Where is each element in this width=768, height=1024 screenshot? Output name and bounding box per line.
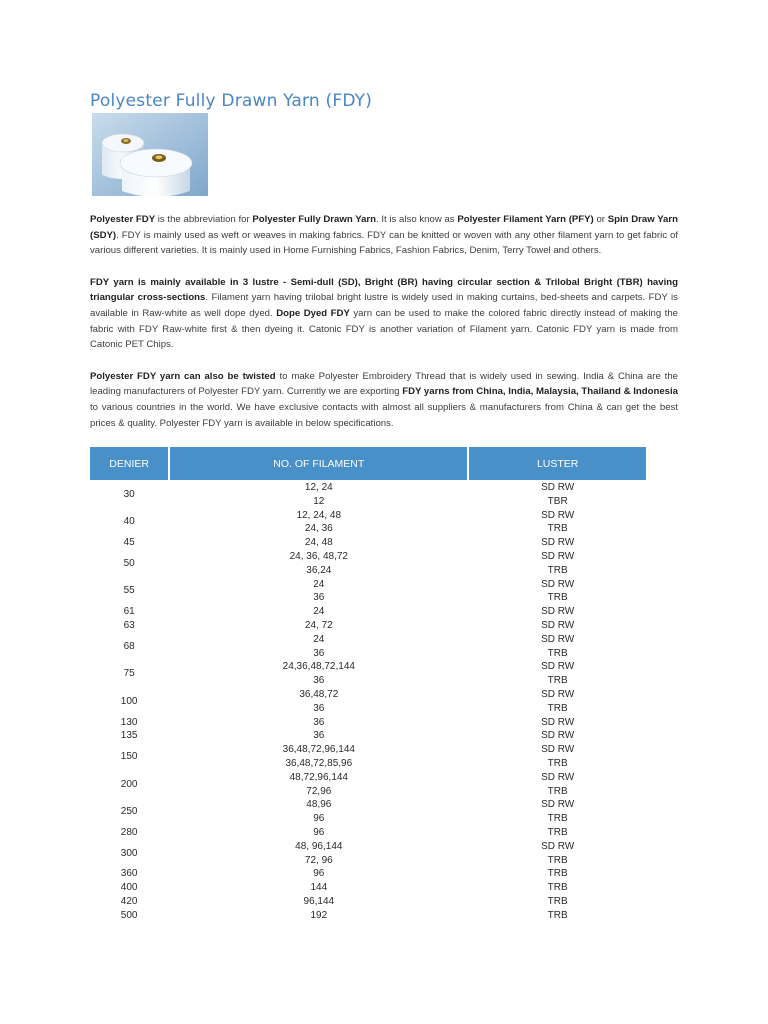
cell-filament: 36 xyxy=(313,702,325,714)
bold-text: Polyester Fully Drawn Yarn xyxy=(252,214,377,225)
text-run: to various countries in the world. We have exclusive contacts with almost all suppliers & manufacturers from China & can get the best prices & quality. Polyester FDY yarn is available in below specifications. xyxy=(90,401,678,429)
cell-denier: 130 xyxy=(120,716,138,728)
cell-luster: SD RW xyxy=(541,716,575,728)
cell-filament: 72, 96 xyxy=(304,854,333,866)
text-run: . FDY is mainly used as weft or weaves in making fabrics. FDY can be knitted or woven with any other filament yarn to get fabric of various different varieties. It is mainly used in Home Furnishing Fabrics, Fashion Fabrics, Denim, Terry Towel and others. xyxy=(90,229,678,257)
cell-luster: SD RW xyxy=(541,606,575,618)
header-luster: LUSTER xyxy=(469,447,646,480)
table-body xyxy=(90,480,646,923)
text-run: is the abbreviation for xyxy=(155,214,253,225)
cell-filament: 144 xyxy=(310,882,328,894)
cell-luster: SD RW xyxy=(541,550,575,562)
cell-filament: 24,36,48,72,144 xyxy=(282,661,355,673)
bold-text: Polyester FDY xyxy=(90,214,156,225)
cell-filament: 96 xyxy=(313,868,325,880)
cell-luster: SD RW xyxy=(541,619,575,631)
cell-luster: TRB xyxy=(547,868,568,880)
table-row xyxy=(90,688,646,702)
cell-luster: TRB xyxy=(547,882,568,894)
cell-luster: TRB xyxy=(547,523,568,535)
cell-luster: SD RW xyxy=(541,730,575,742)
table-row xyxy=(90,785,646,799)
cell-denier: 360 xyxy=(120,868,138,880)
cell-luster: TRB xyxy=(547,702,568,714)
cell-filament: 24, 36, 48,72 xyxy=(289,550,348,562)
cell-luster: SD RW xyxy=(541,482,575,493)
table-row xyxy=(90,798,646,812)
cell-filament: 36 xyxy=(313,592,325,604)
cell-filament: 36,48,72 xyxy=(299,688,339,700)
cell-luster: TRB xyxy=(547,647,568,659)
bold-text: FDY yarns from China, India, Malaysia, Thailand & Indonesia xyxy=(402,386,678,398)
table-row xyxy=(90,591,646,605)
cell-denier: 68 xyxy=(123,640,135,652)
paragraph-lustre xyxy=(90,275,678,353)
cell-luster: TRB xyxy=(547,564,568,576)
cell-denier: 300 xyxy=(120,847,138,859)
cell-filament: 36 xyxy=(313,730,325,742)
text-run: to make Polyester Embroidery Thread that is widely used in sewing. India & China are the leading manufacturers of Polyester FDY yarn. Currently we are exporting xyxy=(90,370,678,398)
cell-luster: TRB xyxy=(547,826,568,838)
cell-denier: 135 xyxy=(120,730,138,742)
cell-denier: 50 xyxy=(123,557,135,569)
cell-luster: SD RW xyxy=(541,688,575,700)
cell-denier: 420 xyxy=(120,895,138,907)
cell-denier: 63 xyxy=(123,619,135,631)
cell-filament: 24 xyxy=(313,578,325,590)
cell-denier: 40 xyxy=(123,516,135,528)
table-header-row xyxy=(90,447,646,480)
table-row xyxy=(90,480,646,495)
cell-luster: SD RW xyxy=(541,840,575,852)
page-title: Polyester Fully Drawn Yarn (FDY) xyxy=(90,91,373,111)
cell-filament: 36 xyxy=(313,647,325,659)
table-row xyxy=(90,867,646,881)
description xyxy=(90,212,678,447)
cell-denier: 30 xyxy=(123,488,135,500)
header-no-of-filament: NO. OF FILAMENT xyxy=(170,447,467,480)
cell-denier: 250 xyxy=(120,806,138,818)
table-row xyxy=(90,716,646,730)
specifications-table xyxy=(88,447,648,923)
table-row xyxy=(90,812,646,826)
table-row xyxy=(90,564,646,578)
bold-text: Polyester Filament Yarn (PFY) xyxy=(457,214,594,225)
cell-luster: TRB xyxy=(547,785,568,797)
cell-luster: TRB xyxy=(547,675,568,687)
cell-filament: 12, 24 xyxy=(304,482,333,493)
cell-denier: 55 xyxy=(123,585,135,597)
table-row xyxy=(90,647,646,661)
table-row xyxy=(90,826,646,840)
cell-denier: 100 xyxy=(120,695,138,707)
bold-text: Spin Draw Yarn (SDY) xyxy=(90,214,678,241)
cell-luster: TRB xyxy=(547,854,568,866)
text-run: . Filament yarn having trilobal bright lustre is widely used in making curtains, bed-sheets and carpets. FDY is available in Raw-white as well dope dyed. xyxy=(90,292,678,319)
cell-luster: TRB xyxy=(547,895,568,907)
table-row xyxy=(90,578,646,592)
cell-filament: 36,48,72,85,96 xyxy=(285,757,353,769)
table-row xyxy=(90,509,646,523)
cell-luster: SD RW xyxy=(541,771,575,783)
cell-luster: SD RW xyxy=(541,537,575,549)
cell-luster: SD RW xyxy=(541,578,575,590)
header-denier: DENIER xyxy=(90,447,168,480)
cell-filament: 24, 72 xyxy=(304,619,333,631)
text-run: . It is also know as xyxy=(376,214,458,225)
table-row xyxy=(90,550,646,564)
table-row xyxy=(90,522,646,536)
cell-denier: 75 xyxy=(123,668,135,680)
text-run: yarn can be used to make the colored fabric directly instead of making the fabric with FDY Raw-white first & then dyeing it. Catonic FDY is another variation of Filament yarn. Catonic FDY yarn is made from Catonic PET Chips. xyxy=(90,307,679,351)
table-row xyxy=(90,536,646,550)
cell-filament: 24, 36 xyxy=(304,523,333,535)
cell-filament: 12 xyxy=(313,495,325,507)
paragraph-intro xyxy=(90,212,678,259)
table-row xyxy=(90,743,646,757)
cell-denier: 280 xyxy=(120,826,138,838)
cell-denier: 200 xyxy=(120,778,138,790)
table-row xyxy=(90,702,646,716)
cell-luster: SD RW xyxy=(541,744,575,756)
paragraph-twisted xyxy=(90,369,678,431)
table-row xyxy=(90,854,646,868)
cell-filament: 24 xyxy=(313,633,325,645)
bold-text: Polyester FDY yarn can also be twisted xyxy=(90,370,276,382)
cell-luster: SD RW xyxy=(541,799,575,811)
table-row xyxy=(90,619,646,633)
yarn-spools-image xyxy=(92,113,208,196)
cell-filament: 48,96 xyxy=(306,799,332,811)
bold-text: FDY yarn is mainly available in 3 lustre - Semi-dull (SD), Bright (BR) having circular section & Trilobal Bright (TBR) having triangular cross-sections xyxy=(90,276,678,304)
cell-filament: 48,72,96,144 xyxy=(289,771,348,783)
cell-filament: 36,24 xyxy=(306,564,332,576)
table-row xyxy=(90,909,646,923)
cell-denier: 400 xyxy=(120,882,138,894)
table-row xyxy=(90,757,646,771)
cell-filament: 48, 96,144 xyxy=(295,840,343,852)
cell-luster: TRB xyxy=(547,909,568,921)
cell-denier: 45 xyxy=(123,537,135,549)
cell-denier: 150 xyxy=(120,751,138,763)
cell-filament: 24 xyxy=(313,606,325,618)
table-row xyxy=(90,729,646,743)
table-row xyxy=(90,895,646,909)
bold-text: Dope Dyed FDY xyxy=(276,307,350,319)
cell-luster: TBR xyxy=(547,495,568,507)
cell-filament: 192 xyxy=(310,909,328,921)
table-row xyxy=(90,840,646,854)
table-row xyxy=(90,771,646,785)
cell-luster: TRB xyxy=(547,813,568,825)
cell-denier: 500 xyxy=(120,909,138,921)
cell-filament: 36,48,72,96,144 xyxy=(282,744,355,756)
cell-luster: SD RW xyxy=(541,509,575,521)
cell-luster: SD RW xyxy=(541,633,575,645)
table-row xyxy=(90,495,646,509)
cell-filament: 36 xyxy=(313,675,325,687)
table-row xyxy=(90,633,646,647)
cell-luster: TRB xyxy=(547,757,568,769)
cell-luster: TRB xyxy=(547,592,568,604)
table-row xyxy=(90,605,646,619)
cell-filament: 96,144 xyxy=(303,895,335,907)
cell-filament: 96 xyxy=(313,826,325,838)
cell-luster: SD RW xyxy=(541,661,575,673)
table-row xyxy=(90,674,646,688)
cell-denier: 61 xyxy=(123,606,135,618)
table-row xyxy=(90,881,646,895)
text-run: or xyxy=(593,214,608,225)
table-row xyxy=(90,660,646,674)
cell-filament: 72,96 xyxy=(306,785,332,797)
cell-filament: 96 xyxy=(313,813,325,825)
cell-filament: 36 xyxy=(313,716,325,728)
cell-filament: 12, 24, 48 xyxy=(296,509,342,521)
cell-filament: 24, 48 xyxy=(304,537,333,549)
